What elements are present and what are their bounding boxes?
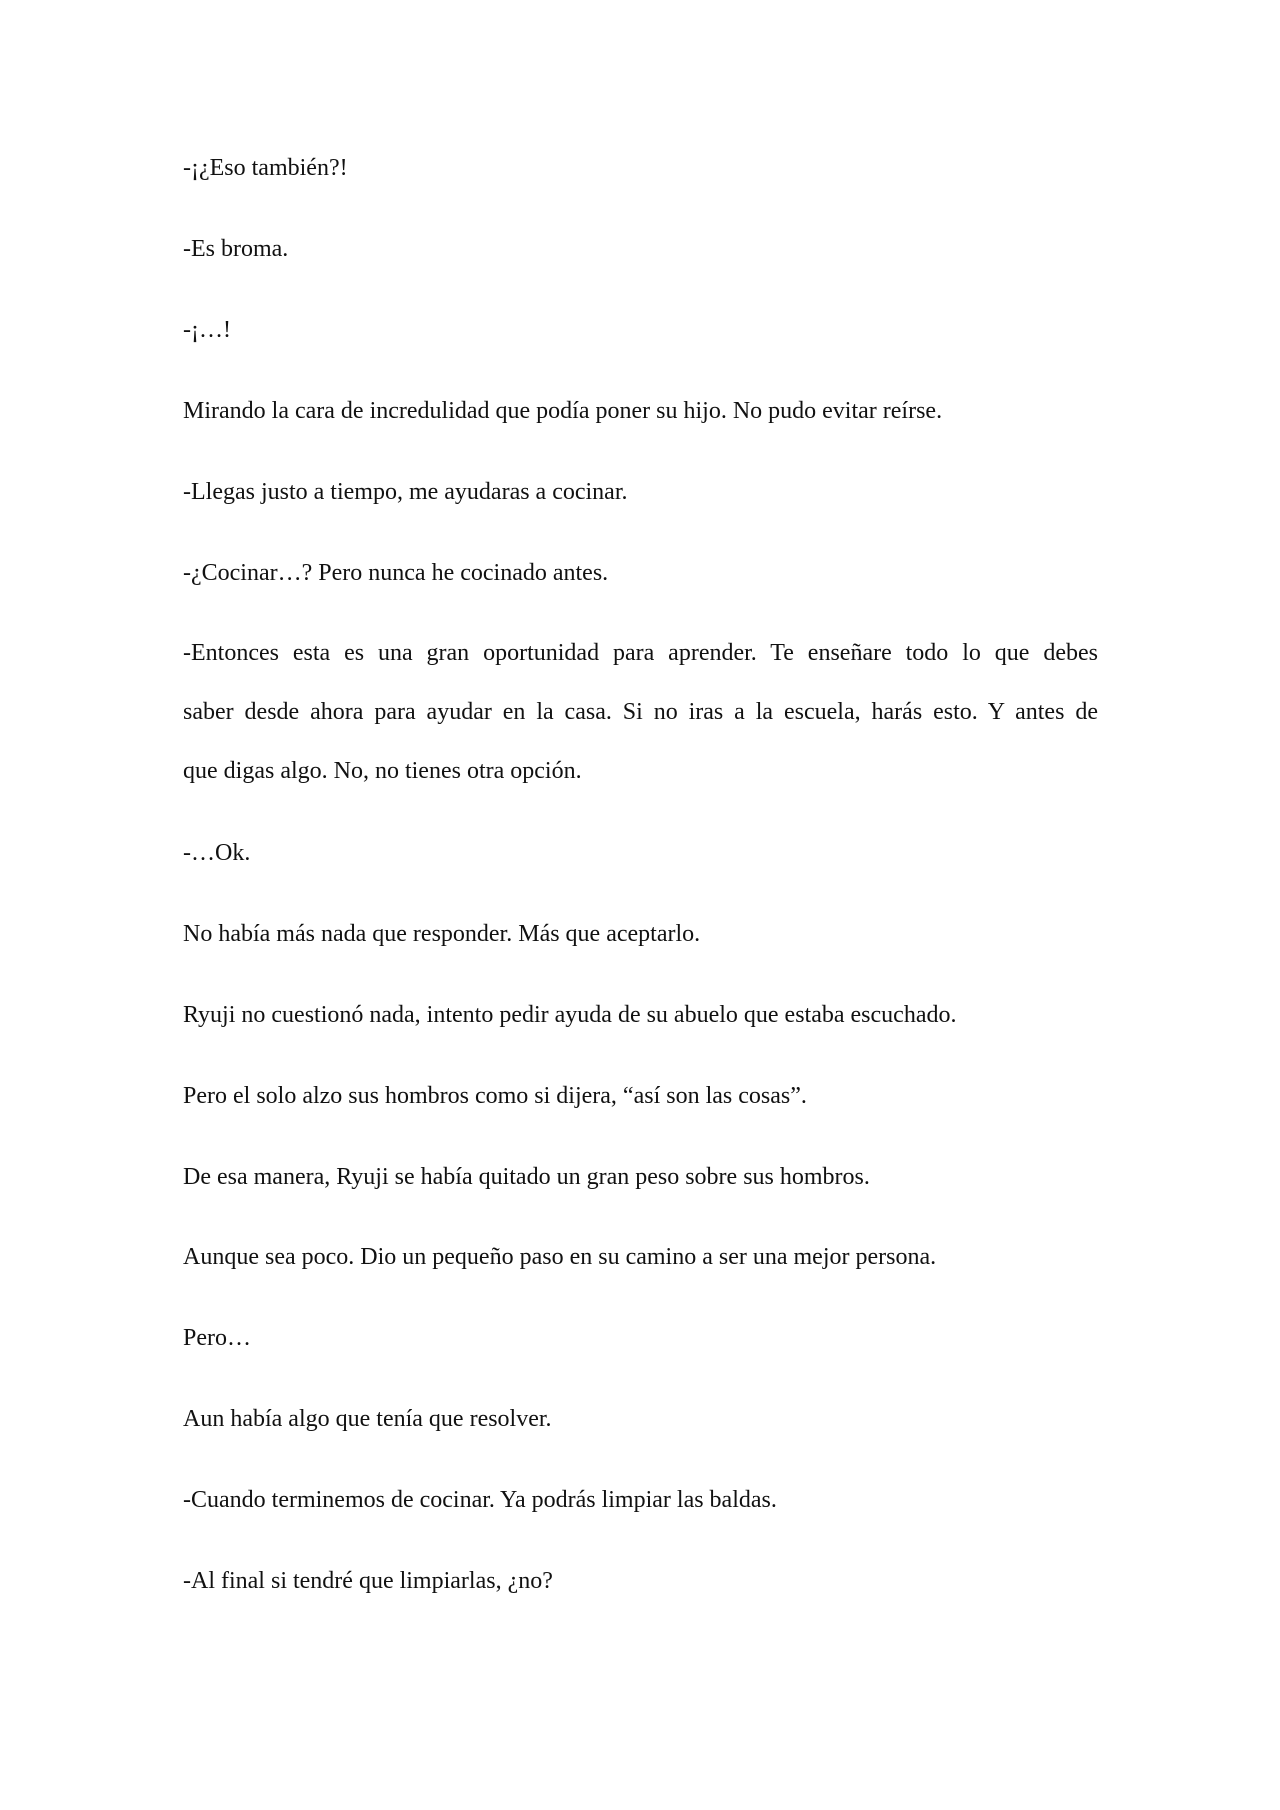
- text-line: -…Ok.: [183, 840, 251, 866]
- text-line: Ryuji no cuestionó nada, intento pedir ayuda de su abuelo que estaba escuchado.: [183, 1002, 957, 1028]
- text-line: Aun había algo que tenía que resolver.: [183, 1406, 552, 1432]
- text-line: No había más nada que responder. Más que aceptarlo.: [183, 921, 701, 947]
- text-line: -Cuando terminemos de cocinar. Ya podrás limpiar las baldas.: [183, 1487, 777, 1513]
- text-line: Pero el solo alzo sus hombros como si dijera, “así son las cosas”.: [183, 1083, 807, 1109]
- text-line: Aunque sea poco. Dio un pequeño paso en su camino a ser una mejor persona.: [183, 1244, 937, 1270]
- text-line: -Al final si tendré que limpiarlas, ¿no?: [183, 1568, 553, 1594]
- text-line: -Es broma.: [183, 236, 289, 262]
- text-line: -¡¿Eso también?!: [183, 155, 348, 181]
- text-line: que digas algo. No, no tienes otra opción.: [183, 758, 582, 784]
- text-line: -Entonces esta es una gran oportunidad para aprender. Te enseñare todo lo que debes: [183, 640, 1098, 666]
- text-line: Mirando la cara de incredulidad que podía poner su hijo. No pudo evitar reírse.: [183, 398, 943, 424]
- text-line: -¿Cocinar…? Pero nunca he cocinado antes.: [183, 560, 609, 586]
- text-line: -¡…!: [183, 317, 231, 343]
- text-line: saber desde ahora para ayudar en la casa. Si no iras a la escuela, harás esto. Y antes de: [183, 699, 1098, 725]
- text-line: Pero…: [183, 1325, 251, 1351]
- text-line: -Llegas justo a tiempo, me ayudaras a cocinar.: [183, 479, 628, 505]
- text-line: De esa manera, Ryuji se había quitado un gran peso sobre sus hombros.: [183, 1164, 870, 1190]
